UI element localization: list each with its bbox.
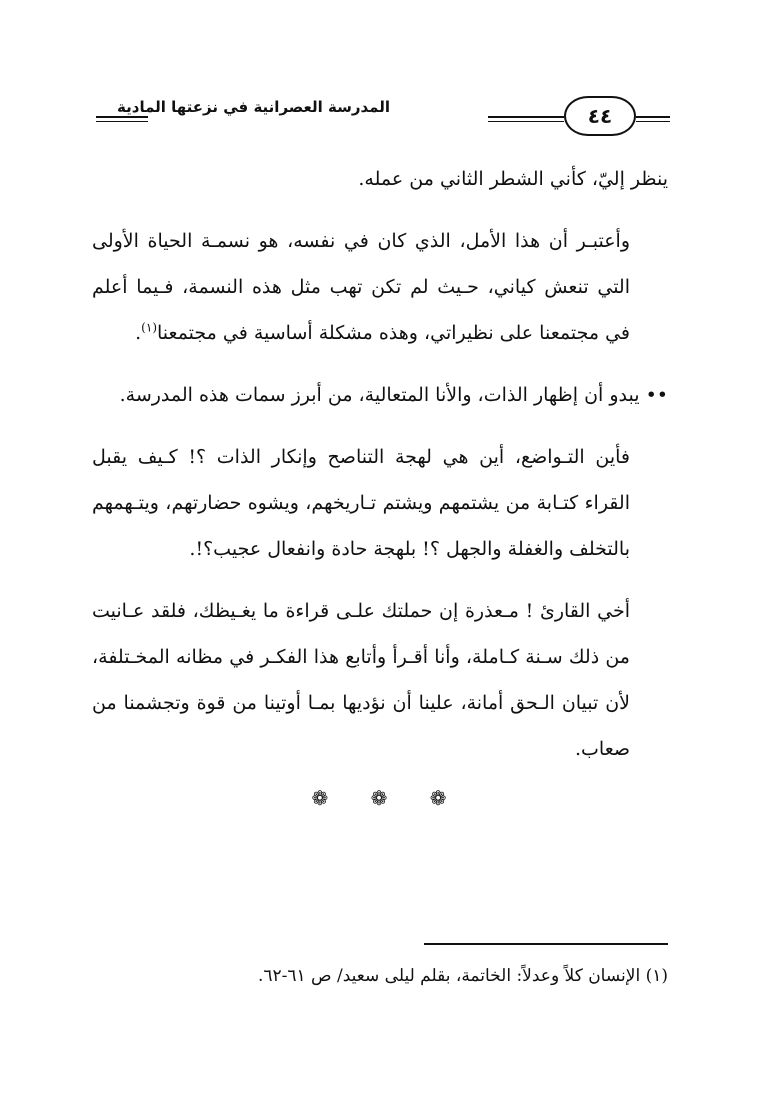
flower-ornament-icon: ❁ bbox=[311, 786, 345, 810]
footnote-reference[interactable]: (١) bbox=[141, 320, 157, 335]
paragraph-3: •• يبدو أن إظهار الذات، والأنا المتعالية، من أبرز سمات هذه المدرسة. bbox=[119, 384, 668, 406]
running-header bbox=[96, 92, 670, 148]
section-divider-ornaments bbox=[0, 786, 758, 810]
main-text bbox=[92, 156, 668, 788]
page-number: ٤٤ bbox=[587, 104, 613, 128]
header-rule-left bbox=[96, 116, 148, 118]
paragraph-2 bbox=[92, 218, 668, 356]
page-number-badge bbox=[564, 96, 636, 136]
flower-ornament-icon: ❁ bbox=[370, 786, 404, 810]
paragraph-4: فأين التـواضع، أين هي لهجة التناصح وإنكار الذات ؟! كـيف يقبل القراء كتـابة من يشتمهم ويشتم تـاريخهم، ويشوه حضارتهم، ويتـهمهم بالتخلف والغفلة والجهل ؟! بلهجة حادة وانفعال عجيب؟!. bbox=[92, 446, 631, 560]
header-rule-right bbox=[636, 116, 670, 118]
footnote-separator bbox=[424, 943, 668, 945]
footnote: (١) الإنسان كلاً وعدلاً: الخاتمة، بقلم ليلى سعيد/ ص ٦١-٦٢. bbox=[257, 966, 668, 986]
paragraph-5: أخي القارئ ! مـعذرة إن حملتك علـى قراءة ما يغـيظك، فلقد عـانيت من ذلك سـنة كـاملة، وأنا أقـرأ وأتابع هذا الفكـر في مظانه المخـتلفة، لأن تبيان الـحق أمانة، علينا أن نؤديها بمـا أوتينا من قوة وتجشمنا من صعاب. bbox=[92, 600, 630, 760]
running-title: المدرسة العصرانية في نزعتها المادية bbox=[117, 98, 390, 116]
paragraph-2-end: . bbox=[135, 322, 142, 344]
paragraph-1: ينظر إليّ، كأني الشطر الثاني من عمله. bbox=[358, 168, 668, 190]
paragraph-2-text: وأعتبـر أن هذا الأمل، الذي كان في نفسه، هو نسمـة الحياة الأولى التي تنعش كياني، حـيث لم تكن تهب مثل هذه النسمة، فـيما أعلم في مجتمعنا على نظيراتي، وهذه مشكلة أساسية في مجتمعنا bbox=[92, 230, 630, 344]
flower-ornament-icon: ❁ bbox=[429, 786, 463, 810]
header-rule-middle bbox=[488, 116, 564, 118]
